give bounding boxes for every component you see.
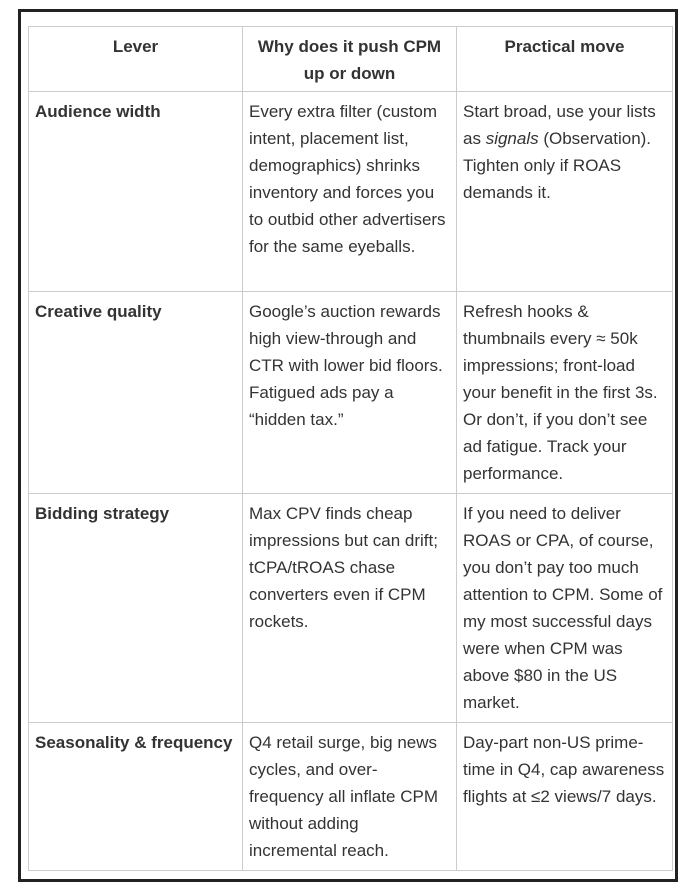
cpm-levers-table bbox=[28, 26, 673, 871]
move-text-emphasis: signals bbox=[485, 129, 539, 148]
move-cell: Refresh hooks & thumbnails every ≈ 50k impressions; front-load your benefit in the first 3s. Or don’t, if you don’t see ad fatigue. Track your performance. bbox=[457, 292, 673, 494]
move-text-after: (Observation). Tighten only if ROAS demands it. bbox=[463, 129, 652, 202]
lever-cell: Creative quality bbox=[29, 292, 243, 494]
lever-cell: Audience width bbox=[29, 92, 243, 292]
move-cell: Day-part non-US prime-time in Q4, cap awareness flights at ≤2 views/7 days. bbox=[457, 723, 673, 871]
header-why: Why does it push CPM up or down bbox=[243, 27, 457, 92]
lever-cell: Seasonality & frequency bbox=[29, 723, 243, 871]
table-header-row bbox=[29, 27, 673, 92]
move-text-before: Start broad, use your lists as bbox=[463, 102, 656, 148]
why-cell: Max CPV finds cheap impressions but can drift; tCPA/tROAS chase converters even if CPM rockets. bbox=[243, 494, 457, 723]
lever-cell: Bidding strategy bbox=[29, 494, 243, 723]
why-cell: Q4 retail surge, big news cycles, and over-frequency all inflate CPM without adding incremental reach. bbox=[243, 723, 457, 871]
table-row bbox=[29, 723, 673, 871]
why-cell: Every extra filter (custom intent, placement list, demographics) shrinks inventory and forces you to outbid other advertisers for the same eyeballs. bbox=[243, 92, 457, 292]
table-row bbox=[29, 292, 673, 494]
table-frame bbox=[18, 9, 678, 882]
table-row bbox=[29, 92, 673, 292]
move-cell bbox=[457, 92, 673, 292]
table-row bbox=[29, 494, 673, 723]
header-practical-move: Practical move bbox=[457, 27, 673, 92]
why-cell: Google’s auction rewards high view-through and CTR with lower bid floors. Fatigued ads pay a “hidden tax.” bbox=[243, 292, 457, 494]
header-lever: Lever bbox=[29, 27, 243, 92]
move-cell: If you need to deliver ROAS or CPA, of course, you don’t pay too much attention to CPM. Some of my most successful days were when CPM was above $80 in the US market. bbox=[457, 494, 673, 723]
